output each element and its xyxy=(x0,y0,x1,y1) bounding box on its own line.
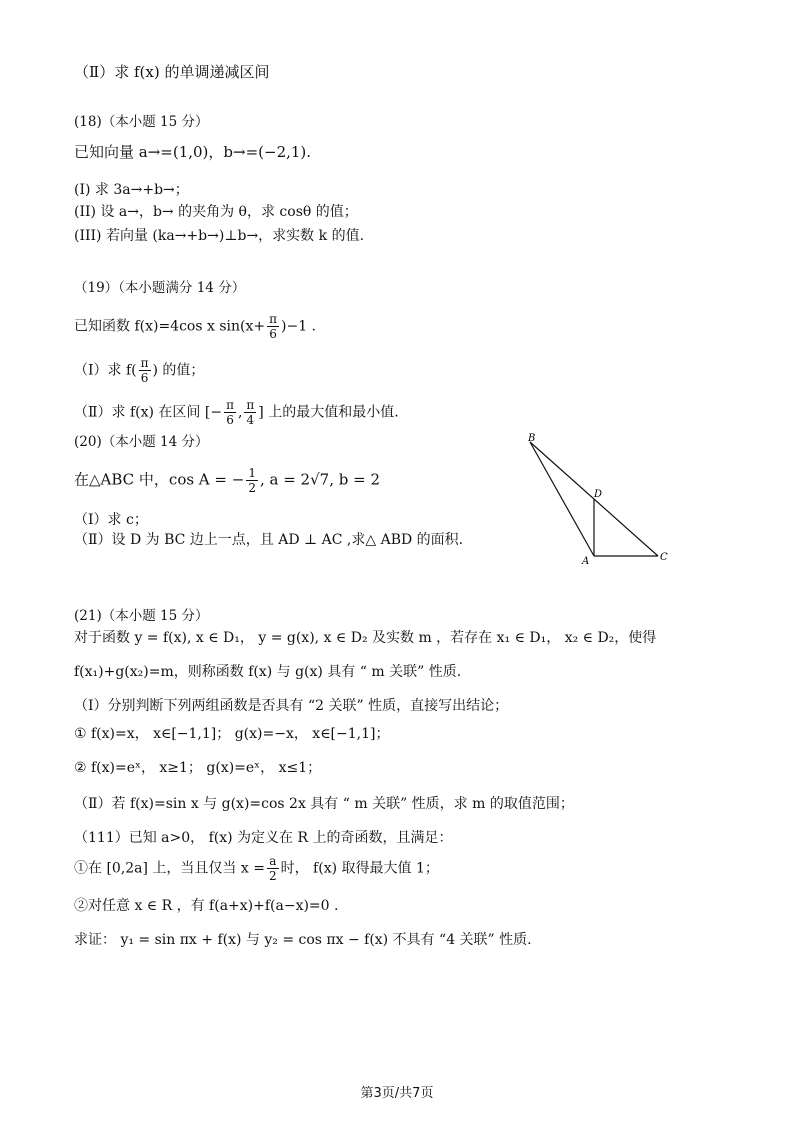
q19-part1-den: 6 xyxy=(140,371,149,385)
q20-given-fraction xyxy=(246,466,258,495)
q21-header: (21)（本小题 15 分） xyxy=(74,608,209,624)
q17-part2: （Ⅱ）求 f(x) 的单调递减区间 xyxy=(74,63,270,81)
q21-line4: ① f(x)=x， x∈[−1,1]； g(x)=−x， x∈[−1,1]； xyxy=(74,726,390,742)
q21-line8-fraction xyxy=(267,854,279,883)
q19-part1-post: ) 的值； xyxy=(152,362,205,379)
q19-header: （19）（本小题满分 14 分） xyxy=(74,280,246,296)
q19-part2-post: ] 上的最大值和最小值. xyxy=(258,404,399,421)
q18-part3: (III) 若向量 (ka→+b→)⊥b→，求实数 k 的值. xyxy=(74,228,365,244)
label-c: C xyxy=(660,552,668,563)
q20-given-den: 2 xyxy=(248,481,256,495)
q21-line9: ②对任意 x ∈ R ，有 f(a+x)+f(a−x)=0 . xyxy=(74,898,339,914)
q21-line10: 求证： y₁ = sin πx + f(x) 与 y₂ = cos πx − f(x) 不具有 “4 关联” 性质. xyxy=(74,932,532,948)
q18-given: 已知向量 a→=(1,0)，b→=(−2,1). xyxy=(74,143,312,161)
q19-part2-den2: 4 xyxy=(246,413,255,427)
q19-given-num: π xyxy=(269,312,277,326)
q19-part1-pre: （Ⅰ）求 f( xyxy=(74,362,137,379)
q19-given-pre: 已知函数 f(x)=4cos x sin(x+ xyxy=(74,318,266,335)
q20-given-pre: 在△ABC 中，cos A = − xyxy=(74,470,245,489)
q21-line7: （111）已知 a>0， f(x) 为定义在 R 上的奇函数，且满足： xyxy=(74,830,453,846)
q21-line5: ② f(x)=eˣ， x≥1； g(x)=eˣ， x≤1； xyxy=(74,760,322,776)
q21-line8-den: 2 xyxy=(268,869,277,883)
q18-part1: (I) 求 3a→+b→； xyxy=(74,182,189,198)
q19-part2-den1: 6 xyxy=(226,413,234,427)
q20-given xyxy=(74,466,380,495)
label-a: A xyxy=(582,556,590,567)
q19-part1-fraction xyxy=(139,356,151,385)
q21-line1: 对于函数 y = f(x), x ∈ D₁， y = g(x), x ∈ D₂ 及实数 m ，若存在 x₁ ∈ D₁， x₂ ∈ D₂，使得 xyxy=(74,630,657,646)
q21-line8 xyxy=(74,854,439,883)
q19-given-fraction xyxy=(267,312,279,341)
q20-part2: （Ⅱ）设 D 为 BC 边上一点，且 AD ⊥ AC ,求△ ABD 的面积. xyxy=(74,532,464,548)
q18-header: (18)（本小题 15 分） xyxy=(74,114,209,130)
q21-line2: f(x₁)+g(x₂)=m，则称函数 f(x) 与 g(x) 具有 “ m 关联” 性质. xyxy=(74,664,462,680)
q20-given-post: , a = 2√7, b = 2 xyxy=(259,470,380,489)
q19-part2 xyxy=(74,398,399,427)
q21-line8-num: a xyxy=(267,854,279,869)
q19-given-post: )−1 . xyxy=(281,318,316,335)
triangle-abc-figure xyxy=(520,432,680,572)
q19-part2-num1: π xyxy=(226,398,234,412)
label-b: B xyxy=(528,433,536,444)
page-number-footer: 第3页/共7页 xyxy=(360,1086,434,1101)
q19-given-den: 6 xyxy=(269,327,277,341)
q21-line8-post: 时， f(x) 取得最大值 1； xyxy=(280,860,439,877)
q20-given-num: 1 xyxy=(248,466,256,480)
q19-part2-num2: π xyxy=(246,398,255,412)
q19-part2-fraction-1 xyxy=(224,398,236,427)
q19-part1-num: π xyxy=(140,356,149,370)
q19-part1 xyxy=(74,356,204,385)
q21-line8-pre: ①在 [0,2a] 上，当且仅当 x = xyxy=(74,860,265,877)
q19-given xyxy=(74,312,316,341)
q19-part2-pre: （Ⅱ）求 f(x) 在区间 [− xyxy=(74,404,223,421)
q19-part2-mid: , xyxy=(237,404,243,421)
q21-line6: （Ⅱ）若 f(x)=sin x 与 g(x)=cos 2x 具有 “ m 关联” 性质，求 m 的取值范围； xyxy=(74,796,574,812)
q20-part1: （Ⅰ）求 c； xyxy=(74,512,148,528)
q20-header: (20)（本小题 14 分） xyxy=(74,434,209,450)
q21-line3: （Ⅰ）分别判断下列两组函数是否具有 “2 关联” 性质，直接写出结论； xyxy=(74,698,509,714)
segment-ba xyxy=(530,442,594,556)
q18-part2: (II) 设 a→，b→ 的夹角为 θ，求 cosθ 的值； xyxy=(74,204,358,220)
label-d: D xyxy=(594,489,603,500)
q19-part2-fraction-2 xyxy=(244,398,256,427)
